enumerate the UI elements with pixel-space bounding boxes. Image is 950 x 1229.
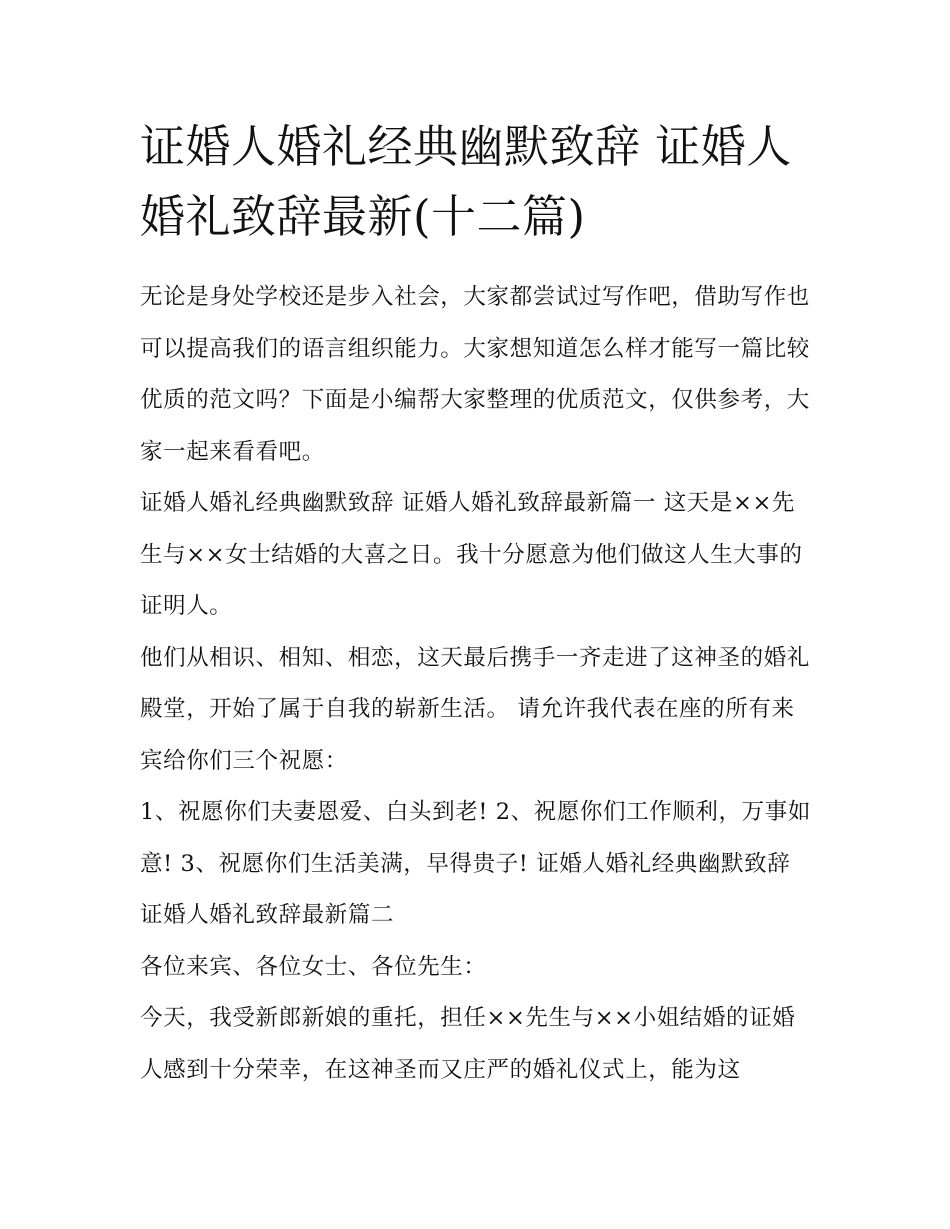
paragraph-section-one: 证婚人婚礼经典幽默致辞 证婚人婚礼致辞最新篇一 这天是××先生与××女士结婚的大喜之日。我十分愿意为他们做这人生大事的证明人。 <box>140 490 803 619</box>
paragraph-wishes: 1、祝愿你们夫妻恩爱、白头到老! 2、祝愿你们工作顺利，万事如意! 3、祝愿你们生活美满，早得贵子! 证婚人婚礼经典幽默致辞 证婚人婚礼致辞最新篇二 <box>140 799 811 928</box>
paragraph-couple-story: 他们从相识、相知、相恋，这天最后携手一齐走进了这神圣的婚礼殿堂，开始了属于自我的崭新生活。 请允许我代表在座的所有来宾给你们三个祝愿： <box>140 644 810 774</box>
document-body <box>140 272 812 1096</box>
paragraph-intro: 无论是身处学校还是步入社会，大家都尝试过写作吧，借助写作也可以提高我们的语言组织能力。大家想知道怎么样才能写一篇比较优质的范文吗？下面是小编帮大家整理的优质范文，仅供参考，大家一起来看看吧。 <box>140 284 810 465</box>
paragraph-greeting: 各位来宾、各位女士、各位先生： <box>140 953 487 980</box>
paragraph-speech-start: 今天，我受新郎新娘的重托，担任××先生与××小姐结婚的证婚人感到十分荣幸，在这神圣而又庄严的婚礼仪式上，能为这 <box>140 1005 796 1083</box>
document-title: 证婚人婚礼经典幽默致辞 证婚人婚礼致辞最新(十二篇) <box>140 120 792 243</box>
document-content <box>140 112 812 1096</box>
